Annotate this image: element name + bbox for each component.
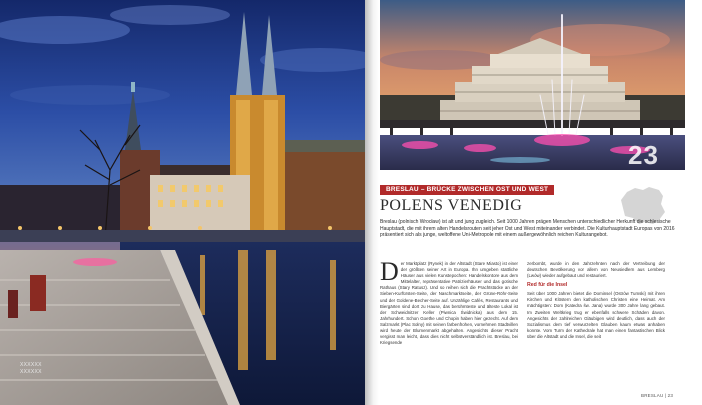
photo-credit	[20, 362, 42, 376]
body-column-2-text-b: Seit über 1000 Jahren bietet die Dominsel (Ostrów Tumski) mit ihren Kirchen und Klöstern den katholischen Christen eine Heimat. Am mächtigsten: Dom (Katedra św. Jana) wurde 300 Jahre lang gebaut. Im Zweiten Weltkrieg trug er ebenfalls schwere Schäden davon. Angesichts der zahlreichen Gläubigen wird deutlich, dass auch der Sozialismus dem tief verwurzelten Glauben kaum etwas anhaben konnte. Vom Turm der Kathedrale hat man einen fantastischen Blick über die Altstadt und die Insel, die seit	[527, 291, 665, 339]
article-intro: Breslau (polnisch Wrocław) ist alt und jung zugleich. Seit 1000 Jahren prägen Menschen unterschiedlicher Herkunft die schlesische Hauptstadt, die mit ihrem alten Handelsrouten seit jeher Ost und West miteinander verbindet. Die Kulturhauptstadt Europas von 2016 präsentiert sich als junge, weltoffene Uni-Metropole mit einem außergewöhnlich reichen Kulturangebot.	[380, 219, 675, 239]
photo-credit-line-2: XXXXXX	[20, 369, 42, 375]
body-column-2	[527, 261, 665, 340]
body-column-2-text-a: zerbombt, wurde in den Jahrzehnten nach der Vertreibung der deutschen Bevölkerung vor allem von Neusiedlern aus Lemberg (Lwów) wieder aufgebaut und restauriert.	[527, 261, 665, 279]
body-column-1	[380, 257, 518, 346]
drop-cap: D	[380, 257, 399, 286]
page-folio: BRESLAU | 23	[641, 393, 674, 398]
article-title: POLENS VENEDIG	[380, 197, 523, 214]
section-kicker: BRESLAU – BRÜCKE ZWISCHEN OST UND WEST	[380, 185, 554, 195]
page-number-badge: 23	[628, 140, 659, 170]
centennial-hall-photo	[380, 0, 685, 170]
page-gutter	[365, 0, 379, 405]
right-page	[379, 0, 702, 405]
photo-credit-line-1: XXXXXX	[20, 362, 42, 368]
body-column-1-text: er Marktplatz (Rynek) in der Altstadt (Stare Miasto) ist einer der größten seiner Art in Europa. Ihn umgeben stattliche Häuser aus vielen Kunstepochen: Handelskontore aus dem Mittelalter, repräsentative Patrizierhäuser und das gotische Rathaus (Stary Ratusz). Und so reihen sich die Prachtstücke an der Sieben-Kurfürsten-Seite, der Naschmarktseite, der Grüne-Röhr-Seite und der Goldene-Becher-Seite auf. Unzählige Cafés, Restaurants und Biergärten sind dort zu Hause, das berühmteste und älteste Lokal ist der Schweidnitzer Keller (Piwnica Świdnicka) aus dem 15. Jahrhundert. Schon Goethe und Chopin haben hier gezecht. Auf dem Salzmarkt (Plac Solny) mit seinen farbenfrohen, vornehmen Stadtvillen wird heute der Blumenmarkt abgehalten. Angesichts dieser Pracht vergisst man leicht, dass dies nicht selbstverständlich ist. Breslau, bei Kriegsende	[380, 261, 518, 346]
column-subheading: Red für die Insel	[527, 282, 568, 289]
